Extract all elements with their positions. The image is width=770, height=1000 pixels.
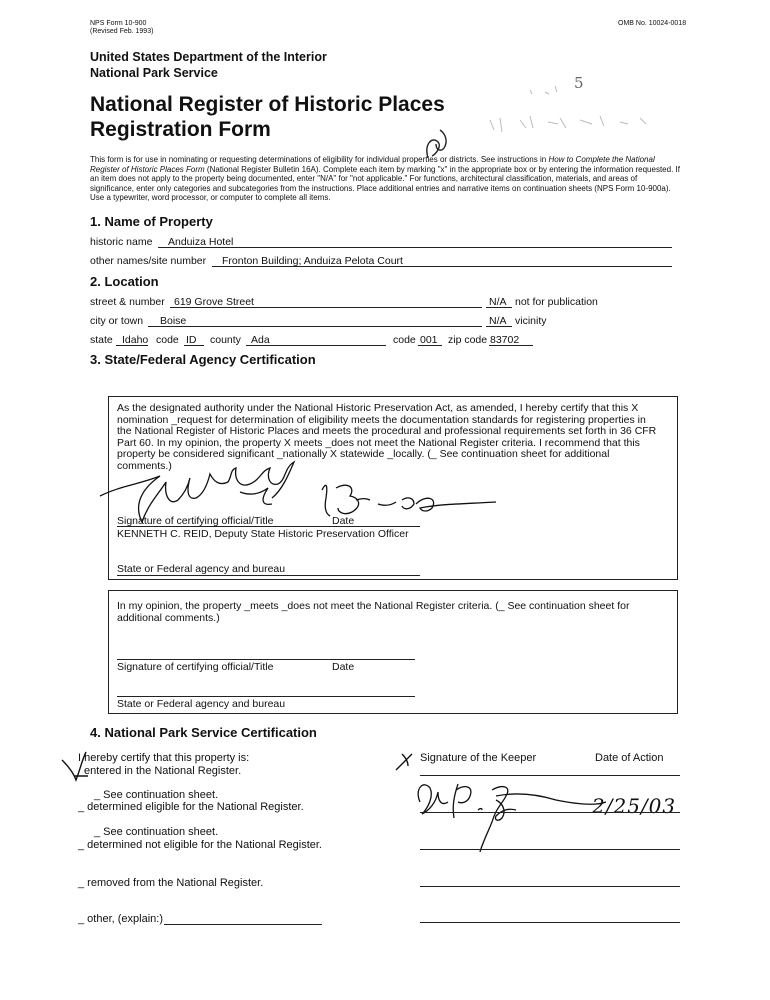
city-label: city or town: [90, 315, 144, 327]
option-not-eligible[interactable]: _ determined not eligible for the National Register.: [78, 839, 322, 851]
other-names-label: other names/site number: [90, 255, 207, 267]
form-revised: (Revised Feb. 1993): [90, 28, 154, 35]
cert-signature-label: Signature of certifying official/Title: [117, 515, 274, 527]
form-number: NPS Form 10-900: [90, 20, 147, 27]
date-of-action-label: Date of Action: [595, 752, 664, 764]
keeper-line-3: [420, 849, 680, 850]
city-na[interactable]: N/A: [489, 315, 507, 327]
cert-agency-label: State or Federal agency and bureau: [117, 563, 286, 575]
zip-label: zip code: [448, 334, 488, 346]
historic-name-value[interactable]: Anduiza Hotel: [168, 236, 234, 248]
cert-line: Part 60. In my opinion, the property X meets _does not meet the National Register criteria. I recommend that this: [117, 436, 640, 449]
option-other[interactable]: _ other, (explain:): [78, 913, 163, 925]
keeper-line-5: [420, 922, 680, 923]
see-continuation-1[interactable]: _ See continuation sheet.: [94, 789, 219, 801]
vicinity-label: vicinity: [515, 315, 547, 327]
option-determined-eligible[interactable]: _ determined eligible for the National Register.: [78, 801, 304, 813]
state-label: state: [90, 334, 113, 346]
certifying-official-name: KENNETH C. REID, Deputy State Historic Preservation Officer: [117, 528, 409, 540]
department-name: United States Department of the Interior: [90, 50, 327, 64]
comment-date-label: Date: [332, 661, 355, 673]
not-for-publication-label: not for publication: [515, 296, 598, 308]
form-title-line1: National Register of Historic Places: [90, 93, 445, 116]
comment-line: additional comments.): [117, 611, 220, 624]
stamp-number: 5: [574, 74, 584, 92]
agency-name: National Park Service: [90, 66, 218, 80]
form-title-line2: Registration Form: [90, 118, 271, 141]
option-removed[interactable]: _ removed from the National Register.: [78, 877, 264, 889]
county-label: county: [210, 334, 241, 346]
county-value[interactable]: Ada: [251, 334, 270, 346]
street-value[interactable]: 619 Grove Street: [174, 296, 254, 308]
section3-heading: 3. State/Federal Agency Certification: [90, 352, 316, 367]
cert-line: comments.): [117, 459, 172, 472]
historic-name-label: historic name: [90, 236, 153, 248]
keeper-line-2: [420, 812, 680, 813]
cert-line: As the designated authority under the National Historic Preservation Act, as amended, I hereby certify that this X: [117, 402, 639, 414]
state-value[interactable]: Idaho: [122, 334, 149, 346]
comment-agency-label: State or Federal agency and bureau: [117, 698, 286, 710]
keeper-line-4: [420, 886, 680, 887]
keeper-signature-label: Signature of the Keeper: [420, 752, 537, 764]
cert-line: property be considered significant _nationally X statewide _locally. (_ See continuation sheet for additional: [117, 448, 610, 460]
state-code-value[interactable]: ID: [186, 334, 197, 346]
city-value[interactable]: Boise: [160, 315, 187, 327]
county-code-value[interactable]: 001: [420, 334, 438, 346]
option-entered[interactable]: entered in the National Register.: [84, 765, 242, 777]
cert-line: the National Register of Historic Places and meets the procedural and professional requirements set forth in 36 CFR: [117, 425, 657, 437]
street-label: street & number: [90, 296, 165, 308]
instructions-paragraph: This form is for use in nominating or requesting determinations of eligibility for individual properties or districts. See instructions in How to Complete the National Register of Historic Places Form (National Register Bulletin 16A). Complete each item by marking "x" in the appropriate box or by entering the information requested. If an item does not apply to the property being documented, enter "N/A" for "not applicable." For functions, architectural classification, materials, and areas of significance, enter only categories and subcategories from the instructions. Place additional entries and narrative items on continuation sheets (NPS Form 10-900a). Use a typewriter, word processor, or computer to complete all items.: [90, 155, 680, 203]
county-code-label: code: [393, 334, 416, 346]
section4-heading: 4. National Park Service Certification: [90, 725, 317, 740]
nps-cert-intro: I hereby certify that this property is:: [78, 752, 250, 764]
section2-heading: 2. Location: [90, 274, 159, 289]
street-na[interactable]: N/A: [489, 296, 507, 308]
cert-date-label: Date: [332, 515, 355, 527]
comment-signature-label: Signature of certifying official/Title: [117, 661, 274, 673]
see-continuation-2[interactable]: _ See continuation sheet.: [94, 826, 219, 838]
section1-heading: 1. Name of Property: [90, 214, 213, 229]
state-code-label: code: [156, 334, 179, 346]
other-names-value[interactable]: Fronton Building; Anduiza Pelota Court: [222, 255, 403, 267]
date-of-action-value: 2/25/03: [592, 794, 677, 818]
comment-line: In my opinion, the property _meets _does not meet the National Register criteria. (_ See continuation sheet for: [117, 600, 630, 612]
zip-value[interactable]: 83702: [490, 334, 520, 346]
cert-line: nomination _request for determination of eligibility meets the documentation standards for registering properties in: [117, 413, 646, 426]
omb-number: OMB No. 10024-0018: [618, 20, 687, 27]
